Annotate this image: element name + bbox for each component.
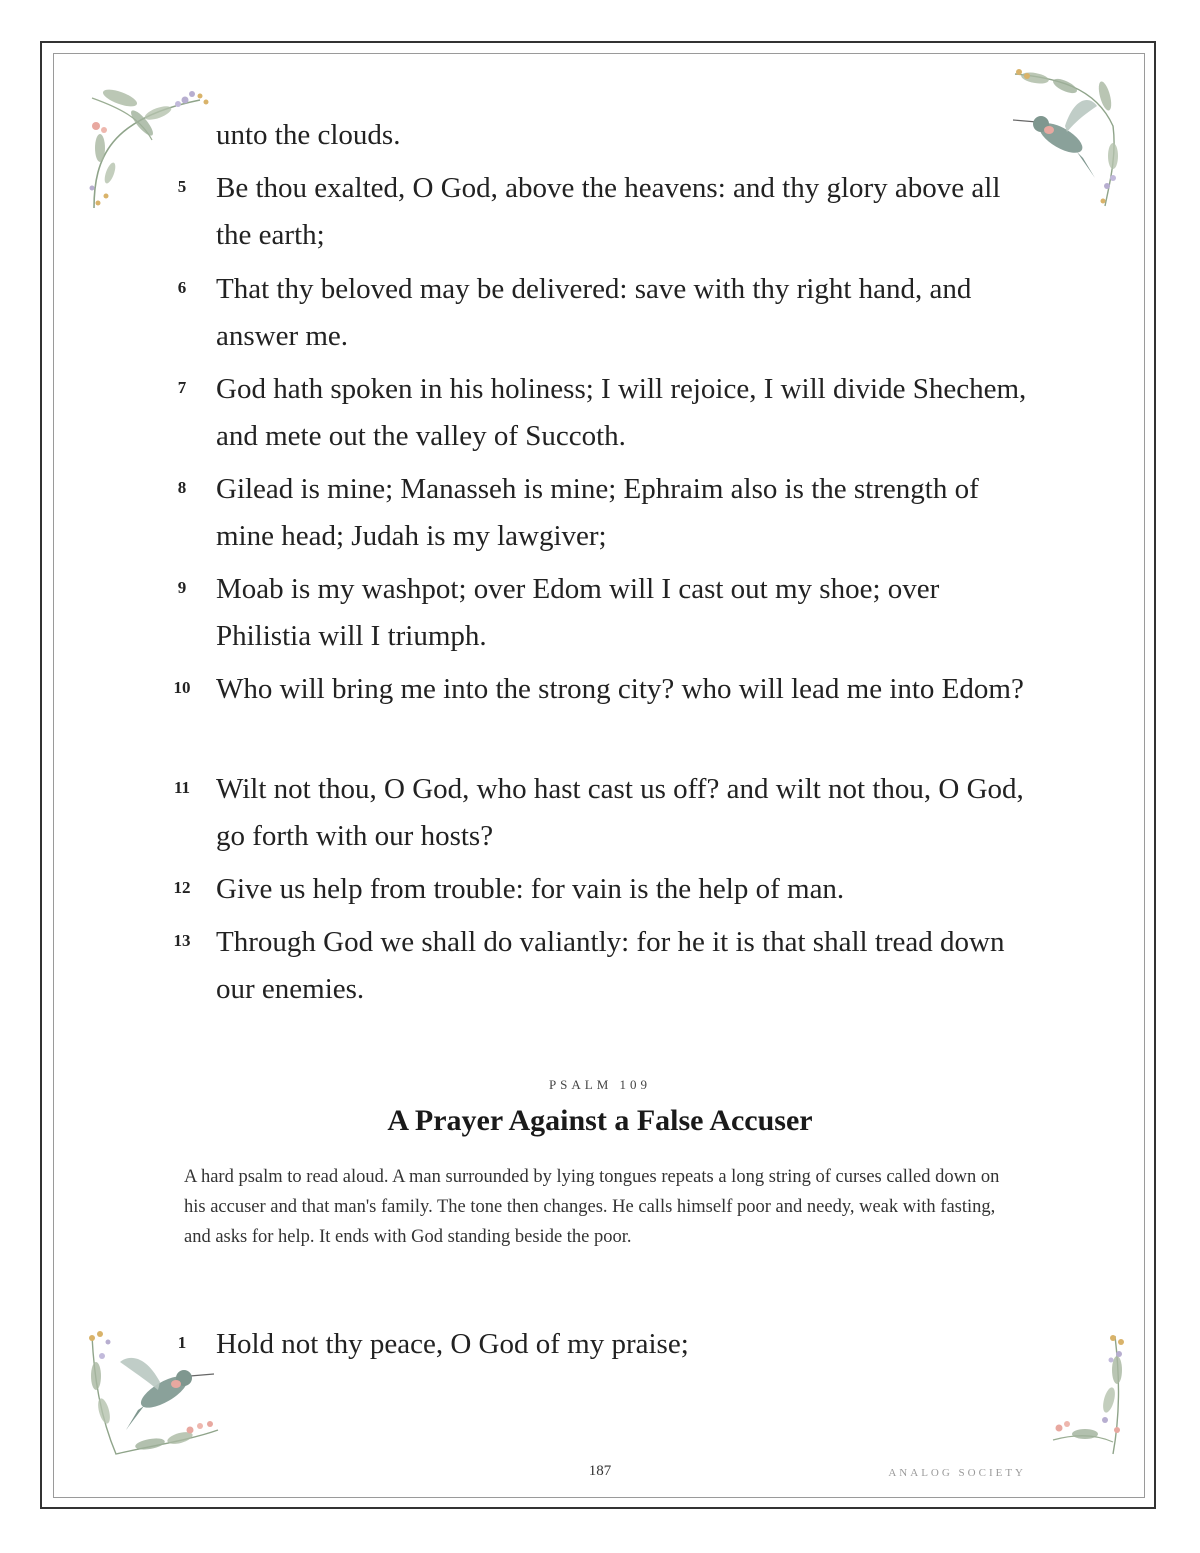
floral-corner-bottom-right-icon: [1045, 1330, 1130, 1460]
verse-number: 10: [173, 678, 191, 697]
verse-number: 11: [173, 778, 191, 797]
floral-corner-top-left-icon: [80, 78, 215, 218]
verse-number: 6: [177, 278, 187, 297]
verse-number: 5: [177, 177, 187, 196]
verse-number: 1: [177, 1333, 187, 1352]
verse-text: Wilt not thou, O God, who hast cast us off? and wilt not thou, O God, go forth with our hosts?: [216, 773, 1024, 852]
verse-text: God hath spoken in his holiness; I will rejoice, I will divide Shechem, and mete out the valley of Succoth.: [216, 373, 1027, 452]
psalm-label: PSALM 109: [548, 1077, 652, 1092]
psalm-title: A Prayer Against a False Accuser: [387, 1104, 813, 1137]
verse-number: 7: [177, 378, 187, 397]
verse-text: Hold not thy peace, O God of my praise;: [216, 1328, 689, 1360]
verse-number: 12: [173, 878, 191, 897]
verse-number: 9: [177, 578, 187, 597]
verse-text: Who will bring me into the strong city? who will lead me into Edom?: [216, 673, 1024, 705]
verse-number: 8: [177, 478, 187, 497]
verse-text: Give us help from trouble: for vain is the help of man.: [216, 873, 845, 905]
verse-text: That thy beloved may be delivered: save with thy right hand, and answer me.: [216, 273, 972, 352]
verse-text: unto the clouds.: [216, 119, 401, 151]
footer-brand: ANALOG SOCIETY: [888, 1467, 1026, 1479]
psalm-intro: A hard psalm to read aloud. A man surrounded by lying tongues repeats a long string of curses called down on his accuser and that man's family. The tone then changes. He calls himself poor and needy, weak with fasting, and asks for help. It ends with God standing beside the poor.: [184, 1167, 1000, 1247]
verse-text: Through God we shall do valiantly: for he it is that shall tread down our enemies.: [216, 926, 1005, 1005]
verse-text: Be thou exalted, O God, above the heavens: and thy glory above all the earth;: [216, 172, 1001, 251]
verse-text: Moab is my washpot; over Edom will I cast out my shoe; over Philistia will I triumph.: [216, 573, 940, 652]
verse-number: 13: [173, 931, 191, 950]
page-number: 187: [588, 1463, 612, 1479]
verse-text: Gilead is mine; Manasseh is mine; Ephraim also is the strength of mine head; Judah is my lawgiver;: [216, 473, 979, 552]
